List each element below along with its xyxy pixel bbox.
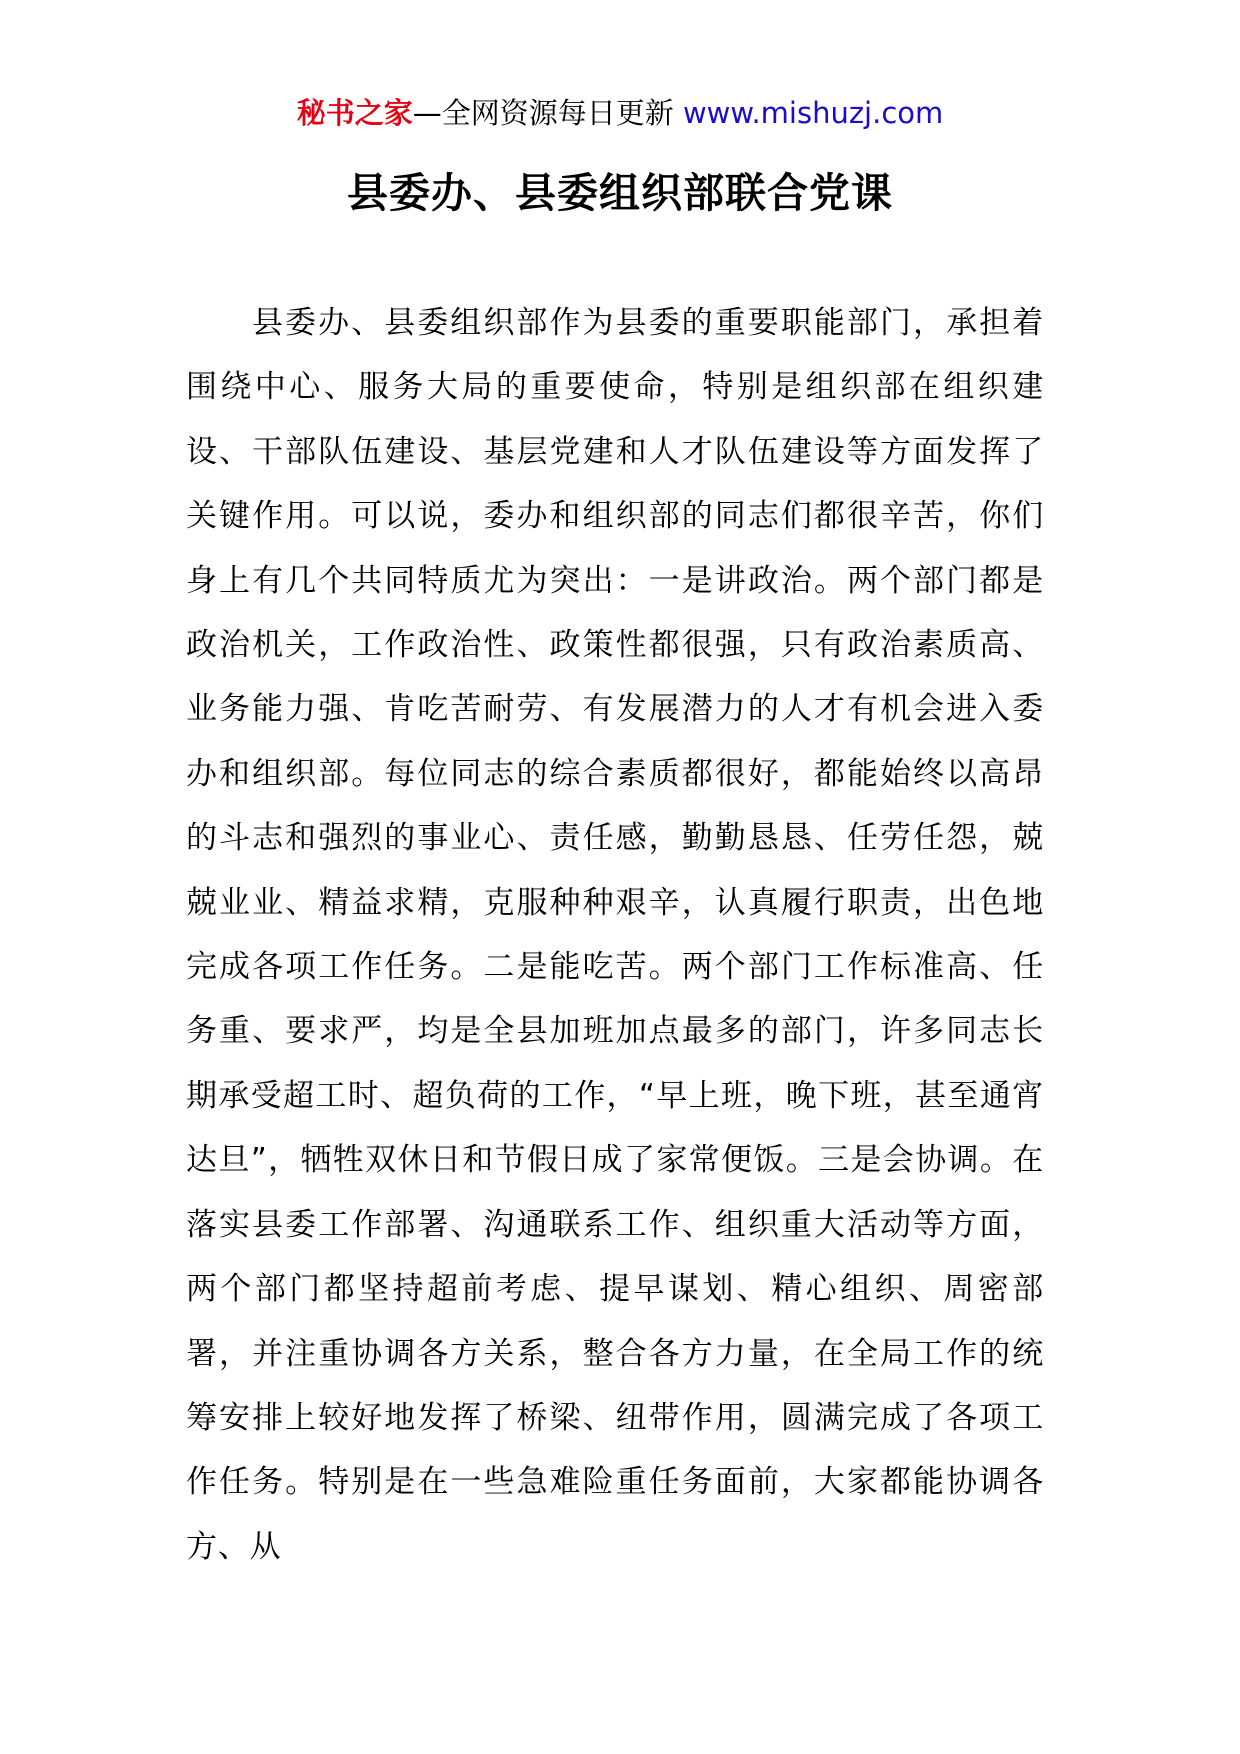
site-url-link[interactable]: www.mishuzj.com xyxy=(682,96,944,130)
document-title: 县委办、县委组织部联合党课 xyxy=(347,169,893,217)
site-brand: 秘书之家 xyxy=(296,96,413,130)
body-paragraph: 县委办、县委组织部作为县委的重要职能部门，承担着围绕中心、服务大局的重要使命，特别是组织部在组织建设、干部队伍建设、基层党建和人才队伍建设等方面发挥了关键作用。可以说，委办和组织部的同志们都很辛苦，你们身上有几个共同特质尤为突出：一是讲政治。两个部门都是政治机关，工作政治性、政策性都很强，只有政治素质高、业务能力强、肯吃苦耐劳、有发展潜力的人才有机会进入委办和组织部。每位同志的综合素质都很好，都能始终以高昂的斗志和强烈的事业心、责任感，勤勤恳恳、任劳任怨，兢兢业业、精益求精，克服种种艰辛，认真履行职责，出色地完成各项工作任务。二是能吃苦。两个部门工作标准高、任务重、要求严，均是全县加班加点最多的部门，许多同志长期承受超工时、超负荷的工作，“早上班，晚下班，甚至通宵达旦”，牺牲双休日和节假日成了家常便饭。三是会协调。在落实县委工作部署、沟通联系工作、组织重大活动等方面，两个部门都坚持超前考虑、提早谋划、精心组织、周密部署，并注重协调各方关系，整合各方力量，在全局工作的统筹安排上较好地发挥了桥梁、纽带作用，圆满完成了各项工作任务。特别是在一些急难险重任务面前，大家都能协调各方、从 xyxy=(186,305,1044,1565)
site-header xyxy=(0,93,1240,133)
site-tagline: —全网资源每日更新 xyxy=(412,96,674,130)
